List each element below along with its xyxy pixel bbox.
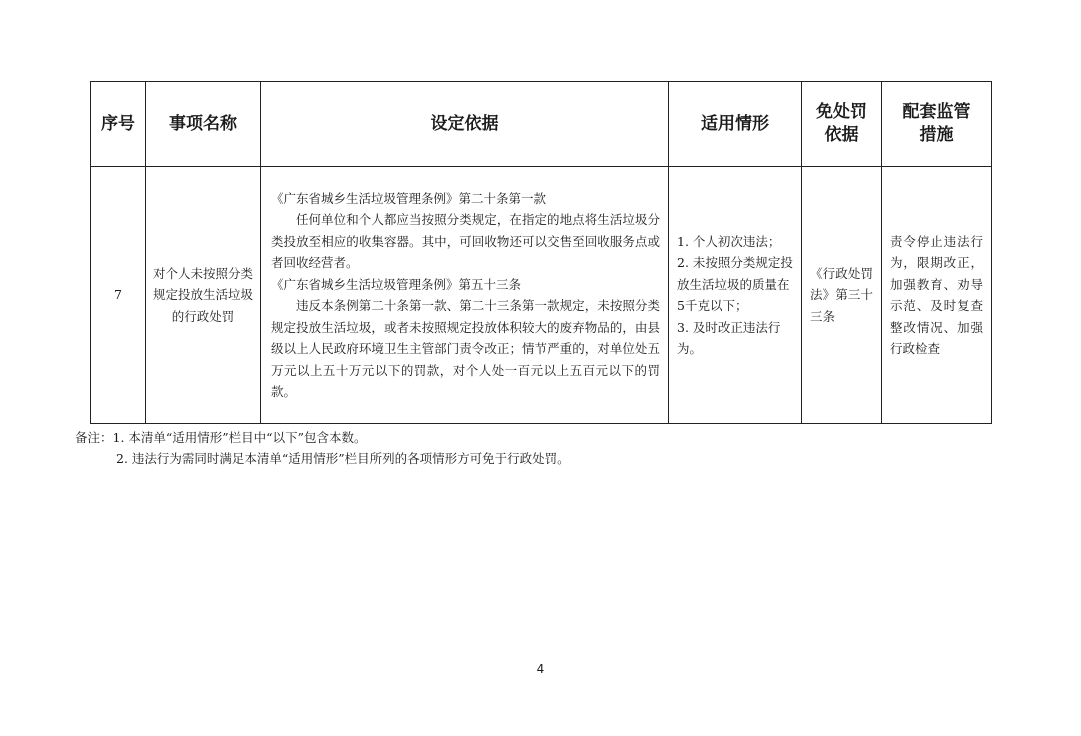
header-exempt-line1: 免处罚 — [816, 102, 867, 122]
header-exempt-basis — [802, 82, 882, 167]
basis-citation-1: 《广东省城乡生活垃圾管理条例》第二十条第一款 — [271, 190, 547, 206]
header-seq: 序号 — [91, 82, 146, 167]
page-number: 4 — [536, 662, 545, 676]
cell-basis — [261, 167, 669, 424]
case-item-3: 3. 及时改正违法行为。 — [677, 319, 781, 356]
header-item-name: 事项名称 — [146, 82, 261, 167]
basis-text-1: 任何单位和个人都应当按照分类规定，在指定的地点将生活垃圾分类投放至相应的收集容器。其中，可回收物还可以交售至回收服务点或者回收经营者。 — [271, 212, 660, 270]
cell-item-name: 对个人未按照分类规定投放生活垃圾的行政处罚 — [146, 167, 261, 424]
exemption-table — [90, 81, 992, 424]
cell-exempt-basis: 《行政处罚法》第三十三条 — [802, 167, 882, 424]
cell-cases — [669, 167, 802, 424]
note-line-1: 备注：1. 本清单“适用情形”栏目中“以下”包含本数。 — [75, 430, 367, 445]
cell-seq: 7 — [91, 167, 146, 424]
header-measures-line1: 配套监管 — [902, 102, 971, 122]
header-exempt-line2: 依据 — [824, 125, 859, 145]
header-measures — [882, 82, 992, 167]
basis-text-2: 违反本条例第二十条第一款、第二十三条第一款规定，未按照分类规定投放生活垃圾，或者未按照规定投放体积较大的废弃物品的，由县级以上人民政府环境卫生主管部门责令改正；情节严重的，对单位处五万元以上五十万元以下的罚款，对个人处一百元以上五百元以下的罚款。 — [271, 298, 660, 399]
note-line-2: 2. 违法行为需同时满足本清单“适用情形”栏目所列的各项情形方可免于行政处罚。 — [116, 451, 570, 466]
header-measures-line2: 措施 — [919, 125, 954, 145]
case-item-2: 2. 未按照分类规定投放生活垃圾的质量在5千克以下； — [677, 255, 793, 313]
case-item-1: 1. 个人初次违法； — [677, 233, 781, 249]
basis-citation-2: 《广东省城乡生活垃圾管理条例》第五十三条 — [271, 276, 522, 292]
table-row — [91, 167, 992, 424]
table-header-row — [91, 82, 992, 167]
header-cases: 适用情形 — [669, 82, 802, 167]
cell-measures: 责令停止违法行为，限期改正，加强教育、劝导示范、及时复查整改情况、加强行政检查 — [882, 167, 992, 424]
header-basis: 设定依据 — [261, 82, 669, 167]
notes — [75, 427, 570, 469]
